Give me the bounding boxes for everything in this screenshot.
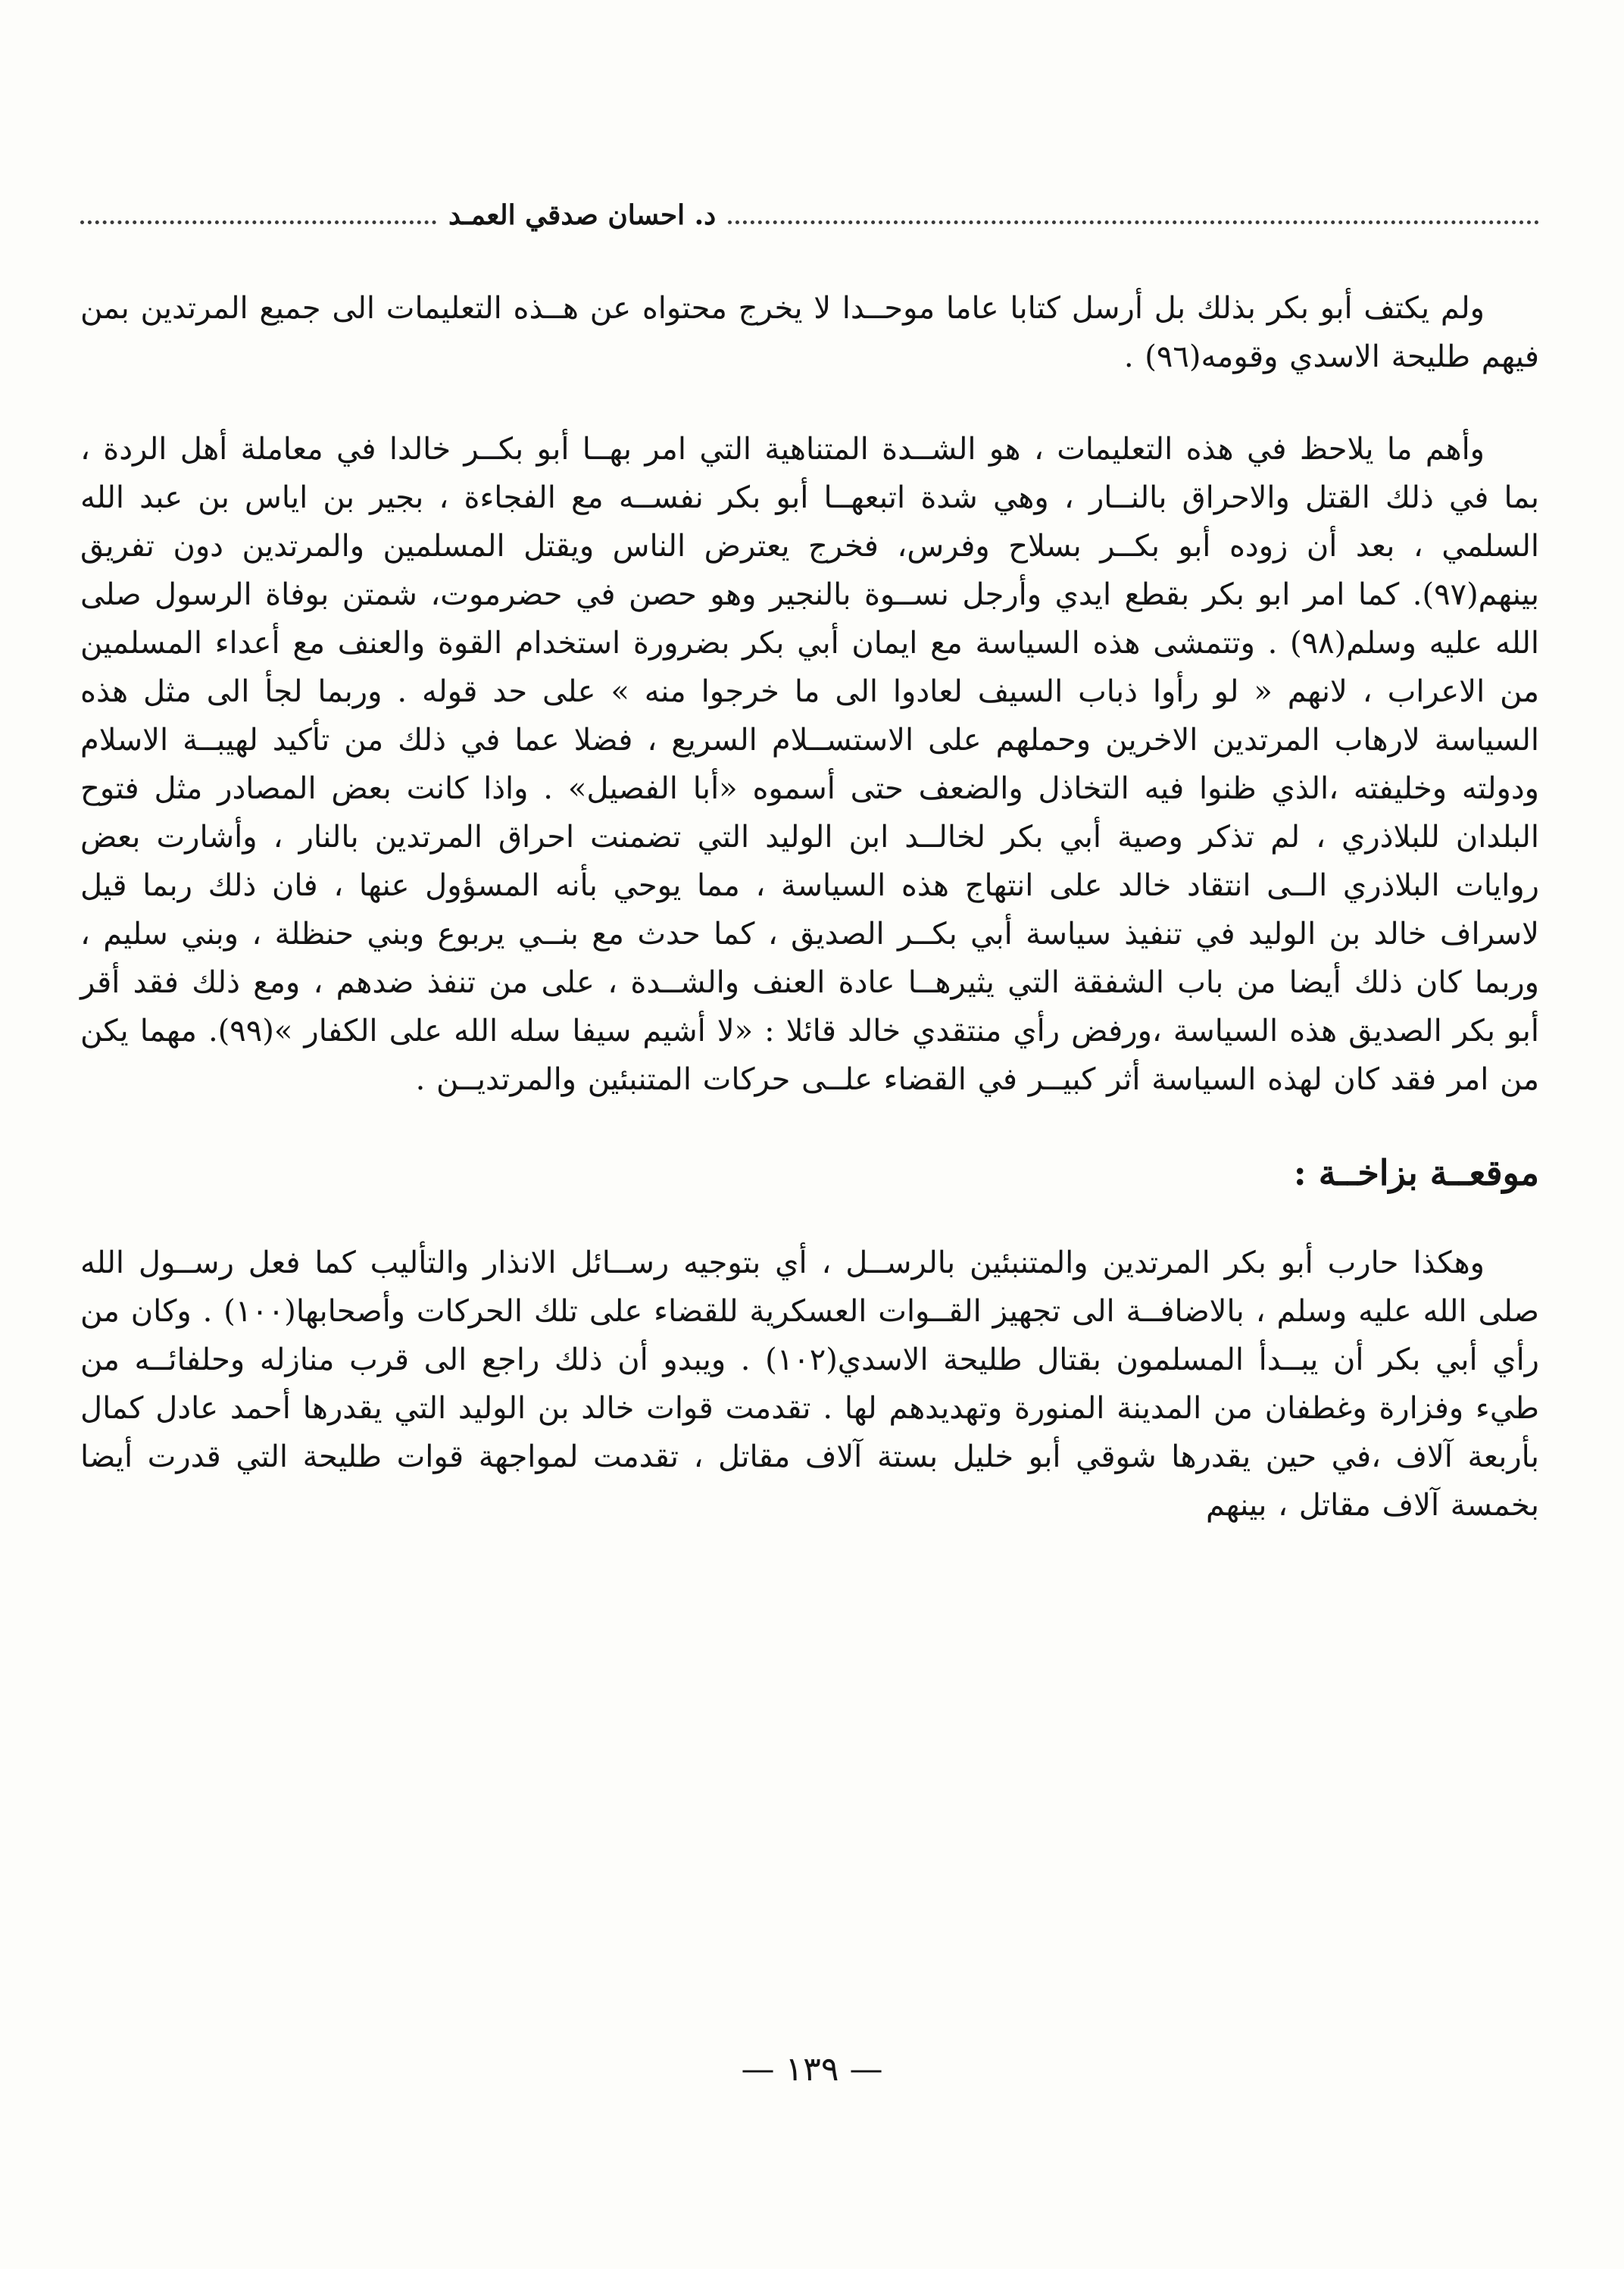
paragraph-2: وأهم ما يلاحظ في هذه التعليمات ، هو الشــدة المتناهية التي امر بهــا أبو بكــر خالدا في معاملة أهل الردة ، بما في ذلك القتل والاحراق بالنــار ، وهي شدة اتبعهــا أبو بكر نفســه مع الفجاءة ، بجير بن اياس بن عبد الله السلمي ، بعد أن زوده أبو بكــر بسلاح وفرس، فخرج يعترض الناس ويقتل المسلمين والمرتدين دون تفريق بينهم(٩٧). كما امر ابو بكر بقطع ايدي وأرجل نســوة بالنجير وهو حصن في حضرموت، شمتن بوفاة الرسول صلى الله عليه وسلم(٩٨) . وتتمشى هذه السياسة مع ايمان أبي بكر بضرورة استخدام القوة والعنف مع أعداء المسلمين من الاعراب ، لانهم « لو رأوا ذباب السيف لعادوا الى ما خرجوا منه » على حد قوله . وربما لجأ الى مثل هذه السياسة لارهاب المرتدين الاخرين وحملهم على الاستســلام السريع ، فضلا عما في ذلك من تأكيد لهيبــة الاسلام ودولته وخليفته ،الذي ظنوا فيه التخاذل والضعف حتى أسموه «أبا الفصيل» . واذا كانت بعض المصادر مثل فتوح البلدان للبلاذري ، لم تذكر وصية أبي بكر لخالــد ابن الوليد التي تضمنت احراق المرتدين بالنار ، وأشارت بعض روايات البلاذري الــى انتقاد خالد على انتهاج هذه السياسة ، مما يوحي بأنه المسؤول عنها ، فان ذلك ربما قيل لاسراف خالد بن الوليد في تنفيذ سياسة أبي بكــر الصديق ، كما حدث مع بنــي يربوع وبني حنظلة ، وبني سليم ، وربما كان ذلك أيضا من باب الشفقة التي يثيرهــا عادة العنف والشــدة ، على من تنفذ ضدهم ، ومع ذلك فقد أقر أبو بكر الصديق هذه السياسة ،ورفض رأي منتقدي خالد قائلا : «لا أشيم سيفا سله الله على الكفار »(٩٩). مهما يكن من امر فقد كان لهذه السياسة أثر كبيــر في القضاء علــى حركات المتنبئين والمرتديــن . [80,432,1540,1097]
page-header [80,193,1539,231]
author-name: د. احسان صدقي العمـد [448,199,717,231]
header-dotted-rule-right [728,220,1539,224]
paragraph-1: ولم يكتف أبو بكر بذلك بل أرسل كتابا عاما موحــدا لا يخرج محتواه عن هــذه التعليمات الى جميع المرتدين بمن فيهم طليحة الاسدي وقومه(٩٦) . [80,291,1539,374]
page-number: — ١٣٩ — [741,2050,883,2089]
section-heading: موقعــة بزاخــة : [1293,1152,1539,1193]
header-dotted-rule-left [80,220,436,224]
paragraph-3: وهكذا حارب أبو بكر المرتدين والمتنبئين بالرســل ، أي بتوجيه رســائل الانذار والتأليب كما فعل رســول الله صلى الله عليه وسلم ، بالاضافــة الى تجهيز القــوات العسكرية للقضاء على تلك الحركات وأصحابها(١٠٠) . وكان من رأي أبي بكر أن يبــدأ المسلمون بقتال طليحة الاسدي(١٠٢) . ويبدو أن ذلك راجع الى قرب منازله وحلفائــه من طيء وفزارة وغطفان من المدينة المنورة وتهديدهم لها . تقدمت قوات خالد بن الوليد التي يقدرها أحمد عادل كمال بأربعة آلاف ،في حين يقدرها شوقي أبو خليل بستة آلاف مقاتل ، تقدمت لمواجهة قوات طليحة التي قدرت أيضا بخمسة آلاف مقاتل ، بينهم [80,1245,1540,1523]
